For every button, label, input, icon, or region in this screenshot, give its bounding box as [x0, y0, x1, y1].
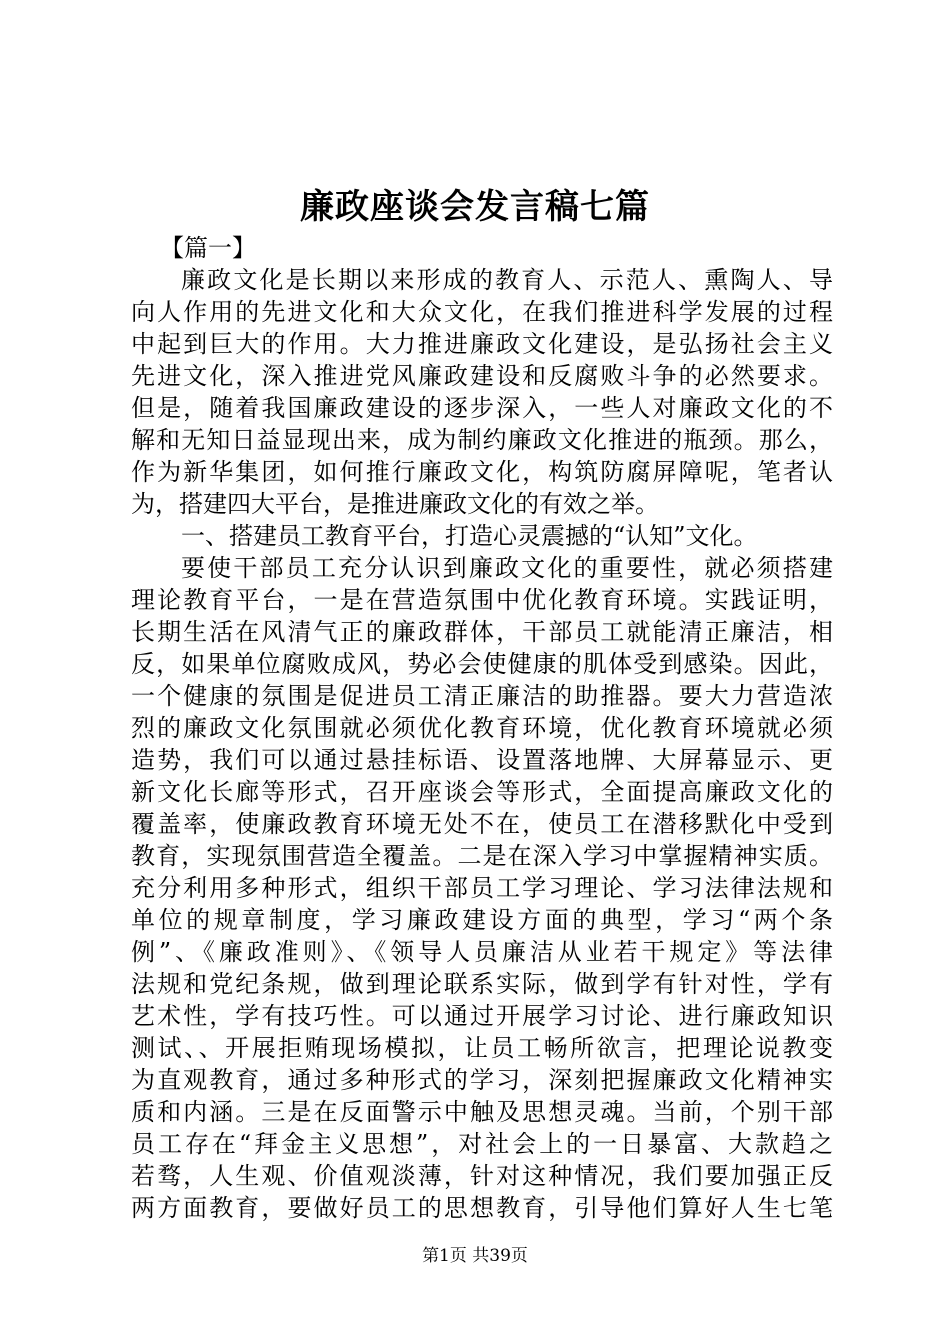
paragraph-line: 作为新华集团，如何推行廉政文化，构筑防腐屏障呢，笔者认 — [131, 458, 833, 486]
paragraph-line: 中起到巨大的作用。大力推进廉政文化建设，是弘扬社会主义 — [131, 330, 833, 358]
paragraph-line: 先进文化，深入推进党风廉政建设和反腐败斗争的必然要求。 — [131, 362, 833, 390]
paragraph-line: 理论教育平台，一是在营造氛围中优化教育环境。实践证明， — [131, 586, 833, 614]
paragraph-line: 新文化长廊等形式，召开座谈会等形式，全面提高廉政文化的 — [131, 778, 833, 806]
paragraph-line: 单位的规章制度，学习廉政建设方面的典型，学习“两个条 — [131, 906, 833, 934]
paragraph-line: 廉政文化是长期以来形成的教育人、示范人、熏陶人、导 — [181, 266, 833, 294]
paragraph-line: 两方面教育，要做好员工的思想教育，引导他们算好人生七笔 — [131, 1194, 833, 1222]
paragraph-line: 员工存在“拜金主义思想”，对社会上的一日暴富、大款趋之 — [131, 1130, 833, 1158]
subsection-heading: 一、搭建员工教育平台，打造心灵震撼的“认知”文化。 — [181, 522, 758, 550]
paragraph-line: 艺术性，学有技巧性。可以通过开展学习讨论、进行廉政知识 — [131, 1002, 833, 1030]
paragraph-line: 教育，实现氛围营造全覆盖。二是在深入学习中掌握精神实质。 — [131, 842, 833, 870]
paragraph-line: 长期生活在风清气正的廉政群体，干部员工就能清正廉洁，相 — [131, 618, 833, 646]
paragraph-line: 法规和党纪条规，做到理论联系实际，做到学有针对性，学有 — [131, 970, 833, 998]
page-number: 第1页 共39页 — [422, 1246, 528, 1266]
paragraph-line: 充分利用多种形式，组织干部员工学习理论、学习法律法规和 — [131, 874, 833, 902]
paragraph-line: 例”、《廉政准则》、《领导人员廉洁从业若干规定》等法律 — [131, 938, 833, 966]
paragraph-line: 反，如果单位腐败成风，势必会使健康的肌体受到感染。因此， — [131, 650, 833, 678]
paragraph-line: 为，搭建四大平台，是推进廉政文化的有效之举。 — [131, 490, 659, 518]
document-title: 廉政座谈会发言稿七篇 — [300, 187, 650, 227]
paragraph-line: 测试、、开展拒贿现场模拟，让员工畅所欲言，把理论说教变 — [131, 1034, 833, 1062]
paragraph-line: 覆盖率，使廉政教育环境无处不在，使员工在潜移默化中受到 — [131, 810, 833, 838]
document-body — [131, 232, 833, 1224]
paragraph-line: 烈的廉政文化氛围就必须优化教育环境，优化教育环境就必须 — [131, 714, 833, 742]
paragraph-line: 一个健康的氛围是促进员工清正廉洁的助推器。要大力营造浓 — [131, 682, 833, 710]
paragraph-line: 造势，我们可以通过悬挂标语、设置落地牌、大屏幕显示、更 — [131, 746, 833, 774]
paragraph-line: 若骛，人生观、价值观淡薄，针对这种情况，我们要加强正反 — [131, 1162, 833, 1190]
paragraph-line: 向人作用的先进文化和大众文化，在我们推进科学发展的过程 — [131, 298, 833, 326]
section-heading: 【篇一】 — [160, 234, 256, 262]
paragraph-line: 为直观教育，通过多种形式的学习，深刻把握廉政文化精神实 — [131, 1066, 833, 1094]
paragraph-line: 质和内涵。三是在反面警示中触及思想灵魂。当前，个别干部 — [131, 1098, 833, 1126]
paragraph-line: 解和无知日益显现出来，成为制约廉政文化推进的瓶颈。那么， — [131, 426, 833, 454]
paragraph-line: 但是，随着我国廉政建设的逐步深入，一些人对廉政文化的不 — [131, 394, 833, 422]
paragraph-line: 要使干部员工充分认识到廉政文化的重要性，就必须搭建 — [181, 554, 833, 582]
